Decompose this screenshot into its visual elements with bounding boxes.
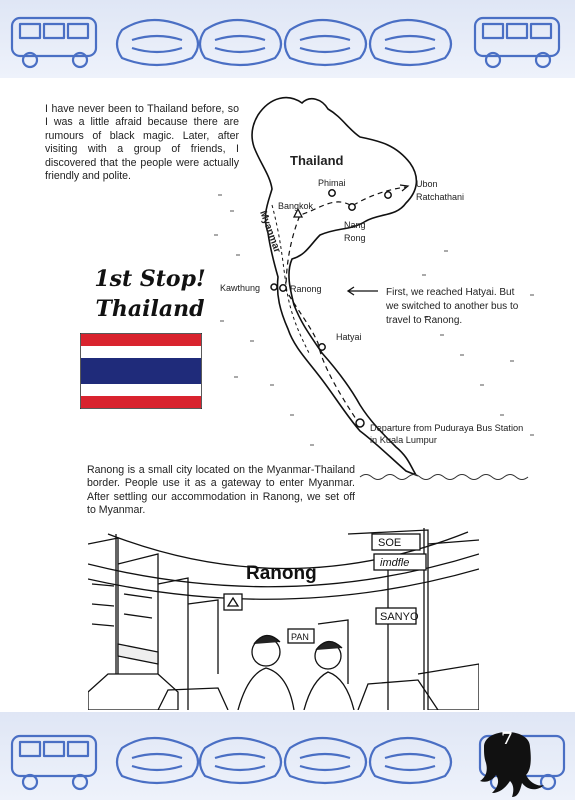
sea-dashes	[214, 195, 534, 445]
route-map	[210, 85, 570, 505]
city-dot	[385, 192, 391, 198]
wave-doodle	[360, 475, 528, 480]
city-dot	[356, 419, 364, 427]
cushion-icon	[370, 20, 451, 65]
city-label-ubon: Ubon	[416, 179, 438, 189]
city-dot	[280, 285, 286, 291]
hatyai-note-line1: First, we reached Hatyai. But	[386, 287, 515, 298]
city-dot	[349, 204, 355, 210]
hatyai-note-line3: travel to Ranong.	[386, 315, 463, 326]
thailand-flag	[80, 333, 202, 409]
map-country-label: Thailand	[290, 153, 344, 168]
shop-sign-imdfle: imdfle	[380, 557, 410, 569]
tuk-tuk-icon	[475, 18, 559, 67]
illustration-title: Ranong	[246, 563, 317, 584]
section-title-line1: 1st Stop!	[94, 266, 206, 292]
cushion-icon	[200, 20, 281, 65]
city-label-phimai: Phimai	[318, 178, 346, 188]
city-dot	[319, 344, 325, 350]
map-border-label: Myanmar	[257, 209, 283, 255]
page-number: 7	[501, 729, 513, 749]
city-label-ubon-2: Ratchathani	[416, 192, 465, 202]
tuk-tuk-icon	[12, 18, 96, 67]
cushion-icon	[117, 738, 198, 783]
page-number-mascot	[478, 717, 548, 799]
shop-sign-soe: SOE	[378, 537, 402, 549]
cushion-icon	[200, 738, 281, 783]
shop-sign-sanyo: SANYO	[380, 611, 419, 623]
ranong-street-illustration	[88, 524, 479, 710]
cushion-icon	[370, 738, 451, 783]
cushion-icon	[117, 20, 198, 65]
arrow-icon	[400, 185, 408, 191]
departure-note-line1: Departure from Puduraya Bus Station	[370, 423, 524, 433]
header-decoration-band	[0, 0, 575, 78]
city-label-nang-rong: Nang	[344, 220, 366, 230]
cushion-icon	[285, 738, 366, 783]
intro-paragraph: I have never been to Thailand before, so I was a little afraid because there are rumours of black magic. Later, after visiting with a group of friends, I discovered that the people were actually friendly and polite.	[45, 103, 239, 183]
section-title	[80, 264, 220, 324]
ranong-paragraph: Ranong is a small city located on the Myanmar-Thailand border. People use it as a gateway to enter Myanmar. After settling our accommodation in Ranong, we set off to Myanmar.	[87, 464, 355, 517]
city-label-bangkok: Bangkok	[278, 201, 314, 211]
city-label-ranong: Ranong	[290, 284, 322, 294]
shop-sign-pan: PAN	[291, 632, 309, 642]
departure-note-line2: in Kuala Lumpur	[370, 435, 437, 445]
city-label-hatyai: Hatyai	[336, 332, 362, 342]
city-dot	[329, 190, 335, 196]
section-title-line2: Thailand	[95, 296, 205, 322]
cushion-icon	[285, 20, 366, 65]
city-label-nang-rong-2: Rong	[344, 233, 366, 243]
city-dot	[271, 284, 277, 290]
tuk-tuk-icon	[12, 736, 96, 789]
city-label-kawthung: Kawthung	[220, 283, 261, 293]
hatyai-note-line2: we switched to another bus to	[386, 301, 519, 312]
arrow-left-icon	[348, 287, 378, 295]
